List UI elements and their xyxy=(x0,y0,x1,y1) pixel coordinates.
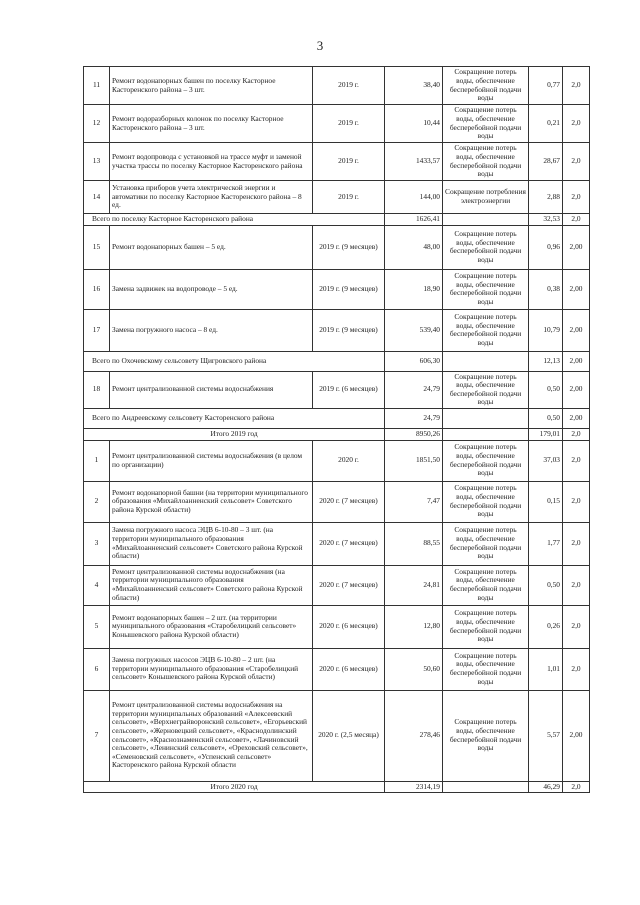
table-row xyxy=(84,309,590,351)
period-cell: 2020 г. (6 месяцев) xyxy=(313,605,385,648)
subtotal-row xyxy=(84,408,590,428)
total-row xyxy=(84,781,590,793)
period-cell: 2019 г. (6 месяцев) xyxy=(313,371,385,408)
table-row xyxy=(84,269,590,309)
description-cell: Ремонт централизованной системы водоснабжения (в целом по организации) xyxy=(110,440,313,481)
table-row xyxy=(84,225,590,269)
score-cell: 2,00 xyxy=(563,371,590,408)
period-cell: 2020 г. (6 месяцев) xyxy=(313,648,385,690)
row-number-cell: 11 xyxy=(84,67,110,105)
score-cell: 2,00 xyxy=(563,309,590,351)
amount-cell: 24,79 xyxy=(385,371,443,408)
percent-cell: 0,26 xyxy=(529,605,563,648)
effect-cell: Сокращение потерь воды, обеспечение бесперебойной подачи воды xyxy=(443,269,529,309)
effect-cell: Сокращение потерь воды, обеспечение бесперебойной подачи воды xyxy=(443,440,529,481)
score-cell: 2,0 xyxy=(563,648,590,690)
percent-cell: 0,50 xyxy=(529,371,563,408)
percent-cell: 179,01 xyxy=(529,428,563,440)
total-row xyxy=(84,428,590,440)
row-number-cell: 16 xyxy=(84,269,110,309)
row-number-cell: 14 xyxy=(84,181,110,214)
description-cell: Ремонт централизованной системы водоснабжения на территории муниципальных образований «Алексеевский сельсовет», «Верхнеграйворонский сельсовет», «Егорьевский сельсовет», «Жерновецкий сельсовет», «Краснодолинский сельсовет», «Краснознаменский сельсовет», «Лачиновский сельсовет», «Ленинский сельсовет», «Ореховский сельсовет», «Семеновский сельсовет», «Успенский сельсовет» Касторенского района Курской области xyxy=(110,690,313,781)
summary-label-cell: Всего по поселку Касторное Касторенского района xyxy=(84,214,385,226)
description-cell: Ремонт водонапорной башни (на территории муниципального образования «Михайлоанненский сельсовет» Советского района Курской области) xyxy=(110,481,313,522)
score-cell: 2,00 xyxy=(563,225,590,269)
table-row xyxy=(84,565,590,605)
summary-label-cell: Всего по Андреевскому сельсовету Касторенского района xyxy=(84,408,385,428)
row-number-cell: 4 xyxy=(84,565,110,605)
description-cell: Замена погружного насоса ЭЦВ 6-10-80 – 3 шт. (на территории муниципального образования «Михайлоанненский сельсовет» Советского района Курской области) xyxy=(110,522,313,565)
period-cell: 2020 г. (7 месяцев) xyxy=(313,522,385,565)
amount-cell: 24,81 xyxy=(385,565,443,605)
score-cell: 2,00 xyxy=(563,690,590,781)
percent-cell: 0,50 xyxy=(529,408,563,428)
period-cell: 2019 г. xyxy=(313,181,385,214)
row-number-cell: 17 xyxy=(84,309,110,351)
page-number: 3 xyxy=(316,38,324,53)
amount-cell: 7,47 xyxy=(385,481,443,522)
percent-cell: 0,15 xyxy=(529,481,563,522)
score-cell: 2,0 xyxy=(563,522,590,565)
effect-cell: Сокращение потерь воды, обеспечение бесперебойной подачи воды xyxy=(443,648,529,690)
row-number-cell: 13 xyxy=(84,143,110,181)
period-cell: 2019 г. (9 месяцев) xyxy=(313,269,385,309)
percent-cell: 2,88 xyxy=(529,181,563,214)
amount-cell: 38,40 xyxy=(385,67,443,105)
percent-cell: 5,57 xyxy=(529,690,563,781)
description-cell: Ремонт водоразборных колонок по поселку Касторное Касторенского района – 3 шт. xyxy=(110,105,313,143)
period-cell: 2020 г. (7 месяцев) xyxy=(313,481,385,522)
score-cell: 2,0 xyxy=(563,781,590,793)
table-body xyxy=(84,67,590,793)
period-cell: 2019 г. xyxy=(313,105,385,143)
row-number-cell: 6 xyxy=(84,648,110,690)
percent-cell: 0,96 xyxy=(529,225,563,269)
row-number-cell: 3 xyxy=(84,522,110,565)
effect-cell: Сокращение потерь воды, обеспечение бесперебойной подачи воды xyxy=(443,105,529,143)
percent-cell: 1,01 xyxy=(529,648,563,690)
amount-cell: 2314,19 xyxy=(385,781,443,793)
subtotal-row xyxy=(84,214,590,226)
score-cell: 2,0 xyxy=(563,481,590,522)
subtotal-row xyxy=(84,351,590,371)
period-cell: 2020 г. (7 месяцев) xyxy=(313,565,385,605)
period-cell: 2020 г. xyxy=(313,440,385,481)
description-cell: Ремонт водонапорных башен по поселку Касторное Касторенского района – 3 шт. xyxy=(110,67,313,105)
investment-table xyxy=(83,66,590,793)
percent-cell: 0,77 xyxy=(529,67,563,105)
row-number-cell: 2 xyxy=(84,481,110,522)
amount-cell: 18,90 xyxy=(385,269,443,309)
effect-cell xyxy=(443,351,529,371)
description-cell: Замена погружных насосов ЭЦВ 6-10-80 – 2 шт. (на территории муниципального образования «Старобелицкий сельсовет» Конышевского района Курской области) xyxy=(110,648,313,690)
table-row xyxy=(84,371,590,408)
percent-cell: 1,77 xyxy=(529,522,563,565)
table-row xyxy=(84,181,590,214)
score-cell: 2,0 xyxy=(563,605,590,648)
amount-cell: 88,55 xyxy=(385,522,443,565)
amount-cell: 1626,41 xyxy=(385,214,443,226)
effect-cell xyxy=(443,428,529,440)
score-cell: 2,00 xyxy=(563,269,590,309)
effect-cell xyxy=(443,214,529,226)
description-cell: Ремонт централизованной системы водоснабжения (на территории муниципального образования «Михайлоанненский сельсовет» Советского района Курской области) xyxy=(110,565,313,605)
row-number-cell: 15 xyxy=(84,225,110,269)
amount-cell: 539,40 xyxy=(385,309,443,351)
percent-cell: 28,67 xyxy=(529,143,563,181)
row-number-cell: 7 xyxy=(84,690,110,781)
summary-label-cell: Всего по Охочевскому сельсовету Щигровского района xyxy=(84,351,385,371)
description-cell: Замена задвижек на водопроводе – 5 ед. xyxy=(110,269,313,309)
table-row xyxy=(84,690,590,781)
table-row xyxy=(84,105,590,143)
amount-cell: 8950,26 xyxy=(385,428,443,440)
score-cell: 2,0 xyxy=(563,181,590,214)
summary-label-cell: Итого 2019 год xyxy=(84,428,385,440)
effect-cell: Сокращение потерь воды, обеспечение бесперебойной подачи воды xyxy=(443,565,529,605)
table-row xyxy=(84,605,590,648)
table-row xyxy=(84,440,590,481)
effect-cell: Сокращение потерь воды, обеспечение бесперебойной подачи воды xyxy=(443,143,529,181)
score-cell: 2,0 xyxy=(563,440,590,481)
amount-cell: 12,80 xyxy=(385,605,443,648)
score-cell: 2,0 xyxy=(563,143,590,181)
amount-cell: 48,00 xyxy=(385,225,443,269)
score-cell: 2,00 xyxy=(563,351,590,371)
effect-cell xyxy=(443,408,529,428)
table-row xyxy=(84,481,590,522)
summary-label-cell: Итого 2020 год xyxy=(84,781,385,793)
description-cell: Замена погружного насоса – 8 ед. xyxy=(110,309,313,351)
effect-cell: Сокращение потерь воды, обеспечение бесперебойной подачи воды xyxy=(443,690,529,781)
effect-cell: Сокращение потребления электроэнергии xyxy=(443,181,529,214)
row-number-cell: 12 xyxy=(84,105,110,143)
description-cell: Ремонт централизованной системы водоснабжения xyxy=(110,371,313,408)
period-cell: 2019 г. xyxy=(313,67,385,105)
period-cell: 2019 г. xyxy=(313,143,385,181)
score-cell: 2,00 xyxy=(563,408,590,428)
percent-cell: 10,79 xyxy=(529,309,563,351)
description-cell: Ремонт водонапорных башен – 2 шт. (на территории муниципального образования «Старобелицкий сельсовет» Конышевского района Курской области) xyxy=(110,605,313,648)
percent-cell: 37,03 xyxy=(529,440,563,481)
amount-cell: 50,60 xyxy=(385,648,443,690)
percent-cell: 32,53 xyxy=(529,214,563,226)
period-cell: 2019 г. (9 месяцев) xyxy=(313,309,385,351)
table-row xyxy=(84,522,590,565)
amount-cell: 10,44 xyxy=(385,105,443,143)
effect-cell: Сокращение потерь воды, обеспечение бесперебойной подачи воды xyxy=(443,67,529,105)
description-cell: Ремонт водопровода с установкой на трассе муфт и заменой участка трассы по поселку Касторное Касторенского района xyxy=(110,143,313,181)
description-cell: Установка приборов учета электрической энергии и автоматики по поселку Касторное Касторенского района – 8 ед. xyxy=(110,181,313,214)
table-row xyxy=(84,648,590,690)
amount-cell: 606,30 xyxy=(385,351,443,371)
score-cell: 2,0 xyxy=(563,565,590,605)
description-cell: Ремонт водонапорных башен – 5 ед. xyxy=(110,225,313,269)
amount-cell: 1433,57 xyxy=(385,143,443,181)
amount-cell: 1851,50 xyxy=(385,440,443,481)
percent-cell: 0,21 xyxy=(529,105,563,143)
effect-cell: Сокращение потерь воды, обеспечение бесперебойной подачи воды xyxy=(443,309,529,351)
score-cell: 2,0 xyxy=(563,105,590,143)
table-row xyxy=(84,67,590,105)
percent-cell: 46,29 xyxy=(529,781,563,793)
amount-cell: 144,00 xyxy=(385,181,443,214)
effect-cell: Сокращение потерь воды, обеспечение бесперебойной подачи воды xyxy=(443,371,529,408)
period-cell: 2019 г. (9 месяцев) xyxy=(313,225,385,269)
effect-cell: Сокращение потерь воды, обеспечение бесперебойной подачи воды xyxy=(443,522,529,565)
row-number-cell: 5 xyxy=(84,605,110,648)
row-number-cell: 18 xyxy=(84,371,110,408)
score-cell: 2,0 xyxy=(563,428,590,440)
effect-cell xyxy=(443,781,529,793)
period-cell: 2020 г. (2,5 месяца) xyxy=(313,690,385,781)
score-cell: 2,0 xyxy=(563,214,590,226)
row-number-cell: 1 xyxy=(84,440,110,481)
score-cell: 2,0 xyxy=(563,67,590,105)
effect-cell: Сокращение потерь воды, обеспечение бесперебойной подачи воды xyxy=(443,225,529,269)
table-row xyxy=(84,143,590,181)
percent-cell: 0,38 xyxy=(529,269,563,309)
amount-cell: 278,46 xyxy=(385,690,443,781)
effect-cell: Сокращение потерь воды, обеспечение бесперебойной подачи воды xyxy=(443,605,529,648)
percent-cell: 12,13 xyxy=(529,351,563,371)
amount-cell: 24,79 xyxy=(385,408,443,428)
effect-cell: Сокращение потерь воды, обеспечение бесперебойной подачи воды xyxy=(443,481,529,522)
percent-cell: 0,50 xyxy=(529,565,563,605)
